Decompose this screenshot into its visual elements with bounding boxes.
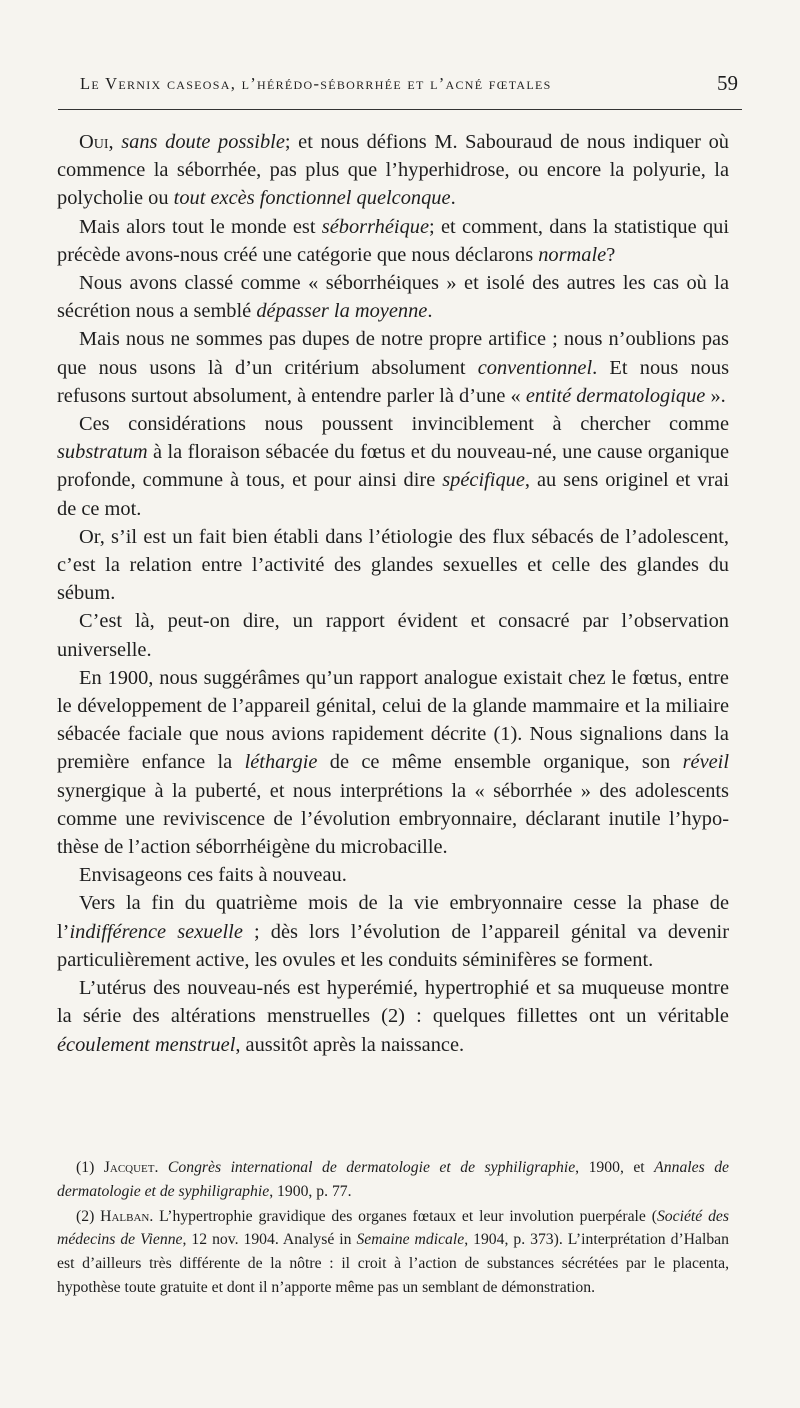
text-run: (2) xyxy=(76,1207,101,1225)
text-run: de ce même ensemble organique, son xyxy=(317,751,683,774)
text-run: . Et nous nous refusons surtout absolument, à entendre parler là d’une « xyxy=(57,356,730,407)
running-title: Le Vernix caseosa, l’hérédo-séborrhée et l’acné fœtales xyxy=(80,74,552,93)
small-caps-word: Halban xyxy=(100,1207,150,1225)
text-run: L’utérus des nouveau-nés est hyperémié, hypertrophié et sa muqueuse montre la série des altérations menstruelles (2) : quelques fillettes ont un véritable xyxy=(57,977,729,1028)
paragraph xyxy=(57,889,729,974)
text-run: . xyxy=(427,300,433,323)
paragraph xyxy=(57,664,729,861)
text-run: . L’hypertrophie gravidique des organes fœtaux et leur involution puerpérale ( xyxy=(149,1207,657,1225)
text-run: , 1904, p. 373). L’interprétation d’Halban est d’ailleurs très différente de la nôtre : il croit à l’action de substances sécrétées par le placenta, hypothèse toute gratuite et dont il n’apporte même pas un semblant de démonstration. xyxy=(57,1231,729,1296)
text-run: Or, s’il est un fait bien établi dans l’étiologie des flux sébacés de l’adolescent, c’est la relation entre l’activité des glandes sexuelles et celle des glandes du sébum. xyxy=(57,525,729,605)
italic-phrase: dépasser la moyenne xyxy=(256,300,428,323)
text-run: Envisageons ces faits à nouveau. xyxy=(79,864,347,887)
italic-phrase: conventionnel xyxy=(477,356,593,379)
paragraph xyxy=(57,523,729,608)
small-caps-word: Oui xyxy=(79,131,109,153)
text-run: ; dès lors l’évolution de l’appareil génital va devenir particulièrement active, les ovules et les conduits séminifères se forment. xyxy=(57,920,729,971)
text-run: ; et nous défions M. Sabouraud de nous indiquer où commence la séborrhée, pas plus que l’hyperhidrose, ou encore la polyurie, la polycholie ou xyxy=(57,131,729,210)
paragraph xyxy=(57,861,729,889)
italic-phrase: spécifique xyxy=(442,469,525,492)
paragraph xyxy=(57,974,729,1059)
text-run: C’est là, peut-on dire, un rapport évident et consacré par l’observation universelle. xyxy=(57,610,729,661)
body-text xyxy=(57,128,729,1059)
footnotes xyxy=(57,1156,729,1300)
text-run: à la floraison sébacée du fœtus et du nouveau-né, une cause organique profonde, commune à tous, et pour ainsi dire xyxy=(57,441,729,492)
text-run: (1) xyxy=(76,1159,104,1176)
paragraph xyxy=(57,325,729,410)
italic-phrase: indifférence sexuelle xyxy=(69,920,243,943)
text-run: Ces considérations nous poussent invinciblement à chercher comme xyxy=(79,413,729,436)
italic-phrase: normale xyxy=(538,243,607,266)
paragraph xyxy=(57,269,729,325)
text-run: , au sens originel et vrai de ce mot. xyxy=(57,469,729,520)
italic-phrase: Société des médecins de Vienne xyxy=(57,1207,729,1249)
text-run: , 12 nov. 1904. Analysé in xyxy=(182,1231,357,1249)
italic-phrase: Annales de dermatologie et de syphiligraphie xyxy=(57,1159,730,1200)
header-rule xyxy=(58,109,742,110)
page-number: 59 xyxy=(717,71,738,95)
text-run: En 1900, nous suggérâmes qu’un rapport analogue existait chez le fœtus, entre le développement de l’appareil génital, celui de la glande mammaire et la miliaire sébacée faciale que nous avions rapidement décrite (1). Nous signalions dans la première enfance la xyxy=(57,666,729,774)
text-run: , aussitôt après la naissance. xyxy=(235,1033,465,1056)
small-caps-word: Jacquet xyxy=(103,1159,155,1176)
text-run: Mais nous ne sommes pas dupes de notre propre artifice ; nous n’oublions pas que nous usons là d’un critérium absolument xyxy=(57,328,729,379)
text-run: Mais alors tout le monde est xyxy=(79,215,322,238)
italic-phrase: écoulement menstruel xyxy=(57,1033,236,1056)
italic-phrase: séborrhéique xyxy=(321,215,430,238)
italic-phrase: sans doute possible xyxy=(121,131,285,153)
italic-phrase: substratum xyxy=(57,441,148,464)
text-run: , 1900, p. 77. xyxy=(269,1182,352,1200)
text-run: , xyxy=(108,131,122,153)
text-run: . xyxy=(450,187,456,210)
text-run: ; et comment, dans la statistique qui précède avons-nous créé une catégorie que nous déclarons xyxy=(57,215,730,266)
paragraph xyxy=(57,607,729,663)
text-run: ». xyxy=(705,384,726,407)
italic-phrase: léthargie xyxy=(244,751,318,774)
text-run: synergique à la puberté, et nous interprétions la « séborrhée » des adolescents comme une reviviscence de l’évolution embryonnaire, déclarant inutile l’hypothèse de l’action séborrhéigène du microbacille. xyxy=(57,779,729,859)
italic-phrase: entité dermatologique xyxy=(525,384,706,407)
footnote xyxy=(57,1156,729,1204)
text-run: Vers la fin du quatrième mois de la vie embryonnaire cesse la phase de l’ xyxy=(57,892,729,943)
text-run: Nous avons classé comme « séborrhéiques » et isolé des autres les cas où la sécrétion nous a semblé xyxy=(57,272,729,323)
paragraph xyxy=(57,410,729,523)
paragraph xyxy=(57,213,729,269)
text-run: ? xyxy=(606,243,616,266)
italic-phrase: réveil xyxy=(682,751,730,774)
text-run: , 1900, et xyxy=(575,1159,655,1176)
italic-phrase: tout excès fonctionnel quelconque xyxy=(173,187,451,210)
running-head xyxy=(72,71,740,104)
footnote xyxy=(57,1205,729,1300)
italic-phrase: Semaine mdicale xyxy=(356,1231,465,1249)
text-run: . xyxy=(154,1159,168,1176)
italic-phrase: Congrès international de dermatologie et de syphiligraphie xyxy=(167,1159,576,1176)
paragraph xyxy=(57,128,729,213)
